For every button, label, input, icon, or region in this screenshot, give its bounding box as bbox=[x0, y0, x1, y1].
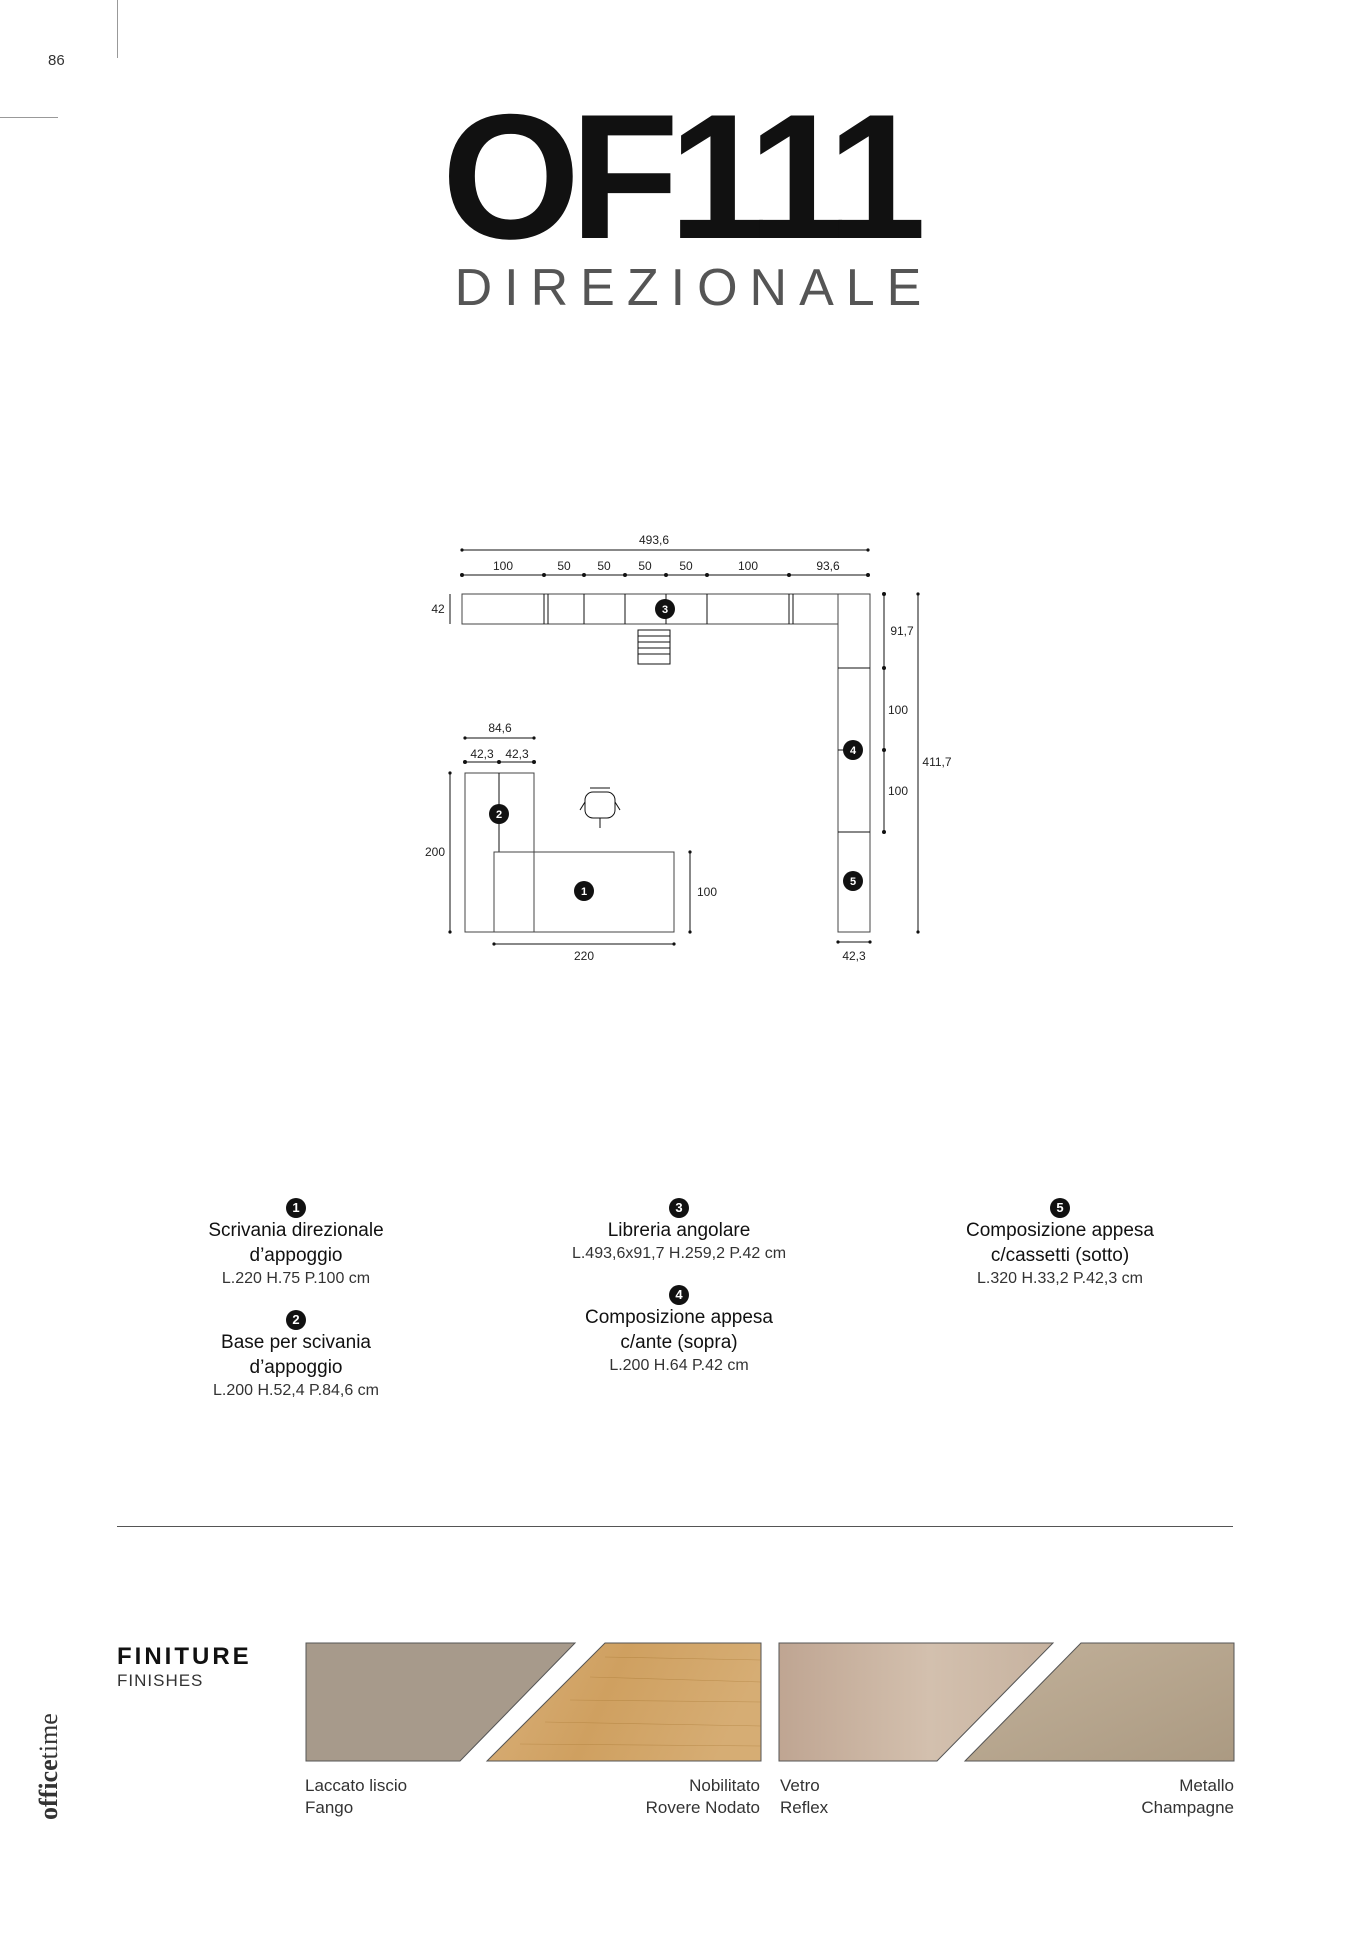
dim-right-seg: 91,7 bbox=[890, 624, 914, 638]
item-number-badge: 4 bbox=[669, 1285, 689, 1305]
swatch-label-line: Nobilitato bbox=[689, 1776, 760, 1795]
item-name-line: Composizione appesa bbox=[965, 1220, 1154, 1241]
finishes-title: FINITURE bbox=[117, 1643, 252, 1670]
item-name-line: d’appoggio bbox=[249, 1245, 343, 1266]
item-name-line: Composizione appesa bbox=[584, 1307, 773, 1328]
item-name-line: c/ante (sopra) bbox=[620, 1332, 738, 1353]
floor-plan-drawing bbox=[410, 530, 970, 980]
swatch-label-2 bbox=[560, 1775, 760, 1819]
dim-right-seg: 100 bbox=[887, 784, 909, 798]
dim-top-seg: 50 bbox=[638, 559, 652, 573]
swatch-label-1 bbox=[305, 1775, 407, 1819]
item-5 bbox=[910, 1198, 1210, 1290]
dim-right-bottom: 42,3 bbox=[842, 949, 866, 963]
brand-logo bbox=[34, 1713, 64, 1820]
items-column-3 bbox=[910, 1198, 1210, 1310]
item-dimensions: L.320 H.33,2 P.42,3 cm bbox=[976, 1270, 1144, 1287]
item-number-badge: 2 bbox=[286, 1310, 306, 1330]
dim-depth-top: 42 bbox=[431, 602, 445, 616]
swatch-label-line: Laccato liscio bbox=[305, 1776, 408, 1795]
item-name-line: Libreria angolare bbox=[607, 1220, 751, 1241]
plan-marker-4: 4 bbox=[849, 745, 857, 757]
swatch-label-line: Rovere Nodato bbox=[645, 1798, 760, 1817]
item-number-badge: 5 bbox=[1050, 1198, 1070, 1218]
dim-top-total: 493,6 bbox=[638, 533, 670, 547]
item-number-badge: 3 bbox=[669, 1198, 689, 1218]
item-name-line: d’appoggio bbox=[249, 1357, 343, 1378]
dim-top-seg: 50 bbox=[557, 559, 571, 573]
item-number-badge: 1 bbox=[286, 1198, 306, 1218]
swatch-label-line: Metallo bbox=[1179, 1776, 1234, 1795]
dim-top-seg: 50 bbox=[597, 559, 611, 573]
swatch-label-line: Vetro bbox=[780, 1776, 820, 1795]
item-1 bbox=[146, 1198, 446, 1290]
finish-swatches bbox=[305, 1642, 1235, 1764]
model-title: OF111 bbox=[441, 77, 917, 276]
item-3 bbox=[529, 1198, 829, 1265]
item-dimensions: L.493,6x91,7 H.259,2 P.42 cm bbox=[571, 1245, 787, 1262]
dim-desk-width: 220 bbox=[573, 949, 595, 963]
brand-logo-part: time bbox=[34, 1713, 63, 1760]
dim-right-total: 411,7 bbox=[922, 755, 952, 769]
swatch-label-3 bbox=[780, 1775, 828, 1819]
dim-left-unit-half: 42,3 bbox=[505, 747, 529, 761]
item-dimensions: L.200 H.64 P.42 cm bbox=[609, 1357, 749, 1374]
category-subtitle: DIREZIONALE bbox=[454, 259, 934, 317]
plan-marker-5: 5 bbox=[849, 876, 857, 888]
dim-top-seg: 50 bbox=[679, 559, 693, 573]
dim-top-seg: 100 bbox=[737, 559, 759, 573]
items-column-1 bbox=[146, 1198, 446, 1422]
page-number: 86 bbox=[48, 52, 65, 69]
section-divider bbox=[117, 1526, 1233, 1527]
swatch-label-line: Champagne bbox=[1141, 1798, 1234, 1817]
item-name-line: c/cassetti (sotto) bbox=[990, 1245, 1130, 1266]
item-dimensions: L.220 H.75 P.100 cm bbox=[221, 1270, 371, 1287]
swatch-label-line: Fango bbox=[305, 1798, 354, 1817]
plan-marker-2: 2 bbox=[495, 809, 503, 821]
item-name-line: Scrivania direzionale bbox=[208, 1220, 384, 1241]
swatch-label-line: Reflex bbox=[780, 1798, 829, 1817]
plan-marker-1: 1 bbox=[580, 886, 588, 898]
brand-logo-part: office bbox=[34, 1759, 63, 1820]
dim-desk-depth: 100 bbox=[696, 885, 718, 899]
dim-left-height: 200 bbox=[424, 845, 446, 859]
items-column-2 bbox=[529, 1198, 829, 1397]
dim-top-seg: 100 bbox=[492, 559, 514, 573]
item-2 bbox=[146, 1310, 446, 1402]
finishes-subtitle: FINISHES bbox=[117, 1671, 204, 1690]
dim-top-seg: 93,6 bbox=[816, 559, 840, 573]
item-dimensions: L.200 H.52,4 P.84,6 cm bbox=[212, 1382, 380, 1399]
item-name-line: Base per scivania bbox=[221, 1332, 371, 1353]
item-4 bbox=[529, 1285, 829, 1377]
corner-divider-vertical bbox=[117, 0, 118, 58]
plan-marker-3: 3 bbox=[661, 604, 669, 616]
dim-left-unit-half: 42,3 bbox=[470, 747, 494, 761]
dim-left-unit-total: 84,6 bbox=[488, 721, 512, 735]
dim-right-seg: 100 bbox=[887, 703, 909, 717]
swatch-label-4 bbox=[1034, 1775, 1234, 1819]
